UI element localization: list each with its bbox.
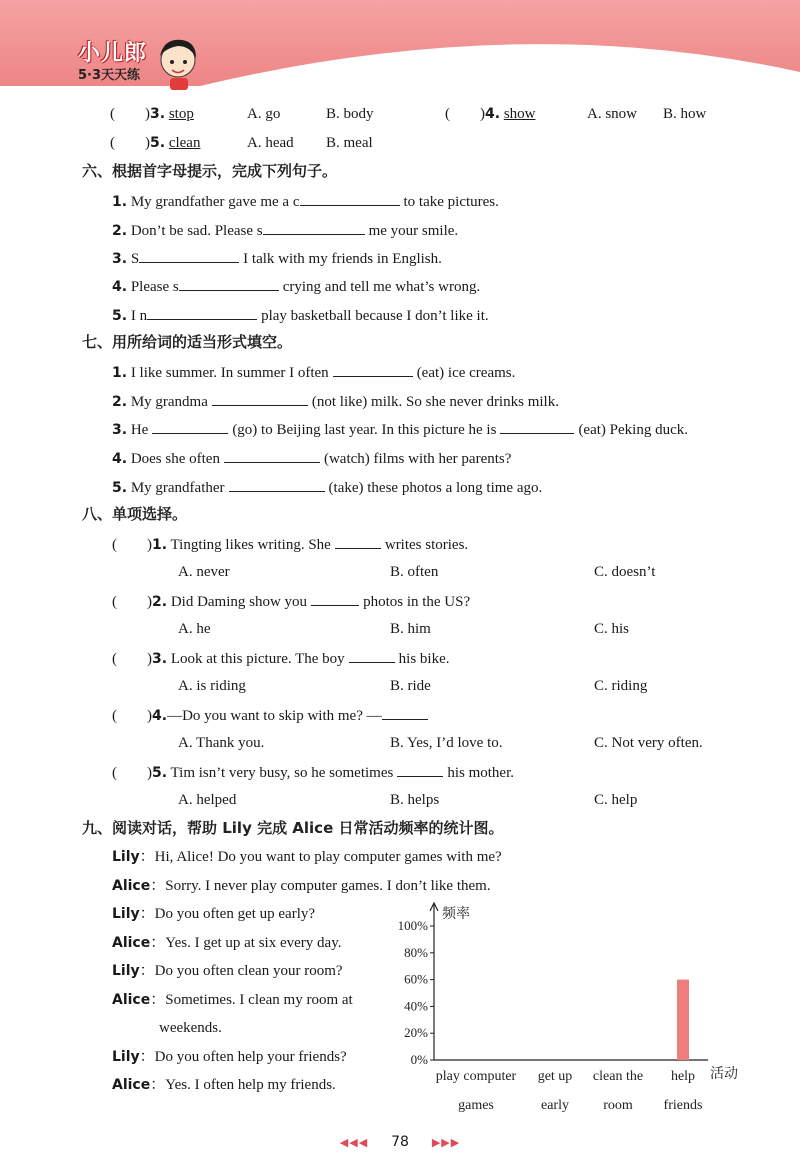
- sec8-q3: ( )3. Look at this picture. The boy his bike.: [112, 647, 450, 669]
- sec8-q4: ( )4.—Do you want to skip with me? —: [112, 704, 432, 726]
- answer-blank[interactable]: [397, 761, 443, 777]
- top-item-3: ( )3. stop A. go B. body: [110, 106, 374, 122]
- sec8-q2-option-a[interactable]: A. he: [178, 621, 211, 637]
- sec6-item-5: 5. I n play basketball because I don’t like it.: [112, 304, 489, 326]
- answer-blank[interactable]: [147, 304, 257, 320]
- sec8-q5-option-a[interactable]: A. helped: [178, 792, 237, 808]
- next-arrows-icon: ▶▶▶: [431, 1136, 461, 1149]
- sec8-q5: ( )5. Tim isn’t very busy, so he sometimes his mother.: [112, 761, 514, 783]
- answer-blank[interactable]: [349, 647, 395, 663]
- y-axis-label: 频率: [442, 906, 470, 922]
- sec6-item-1: 1. My grandfather gave me a c to take pictures.: [112, 190, 499, 212]
- dialog-line-7: Lily：Do you often help your friends?: [112, 1049, 347, 1065]
- sec8-q4-option-c[interactable]: C. Not very often.: [594, 735, 703, 751]
- sec8-q2-option-b[interactable]: B. him: [390, 621, 431, 637]
- sec8-q1: ( )1. Tingting likes writing. She writes stories.: [112, 533, 468, 555]
- sec8-q3-option-a[interactable]: A. is riding: [178, 678, 246, 694]
- x-tick-label: friends: [663, 1098, 703, 1113]
- page-number: 78: [391, 1134, 409, 1150]
- top-item-4: ( )4. show A. snow B. how: [445, 106, 707, 122]
- dialog-line-1: Lily：Hi, Alice! Do you want to play computer games with me?: [112, 849, 502, 865]
- sec8-q1-option-b[interactable]: B. often: [390, 564, 439, 580]
- x-tick-label: games: [458, 1098, 494, 1113]
- dialog-line-2: Alice：Sorry. I never play computer games. I don’t like them.: [112, 878, 491, 894]
- series-label: 5·3天天练: [78, 68, 141, 83]
- prev-arrows-icon: ◀◀◀: [339, 1136, 369, 1149]
- sec6-item-2: 2. Don’t be sad. Please s me your smile.: [112, 219, 458, 241]
- answer-blank[interactable]: [224, 447, 320, 463]
- x-tick-label: early: [541, 1098, 569, 1113]
- sec6-item-4: 4. Please s crying and tell me what’s wrong.: [112, 275, 480, 297]
- x-tick-label: clean the: [592, 1069, 644, 1084]
- sec7-item-5: 5. My grandfather (take) these photos a long time ago.: [112, 476, 542, 498]
- answer-blank[interactable]: [229, 476, 325, 492]
- sec8-q1-option-c[interactable]: C. doesn’t: [594, 564, 656, 580]
- answer-blank[interactable]: [212, 390, 308, 406]
- sec8-q5-option-b[interactable]: B. helps: [390, 792, 440, 808]
- sec8-q5-option-c[interactable]: C. help: [594, 792, 638, 808]
- sec8-q4-option-b[interactable]: B. Yes, I’d love to.: [390, 735, 503, 751]
- x-tick-label: room: [603, 1098, 633, 1113]
- sec8-q2: ( )2. Did Daming show you photos in the US?: [112, 590, 470, 612]
- answer-blank[interactable]: [335, 533, 381, 549]
- dialog-line-4: Alice：Yes. I get up at six every day.: [112, 935, 342, 951]
- sec7-item-1: 1. I like summer. In summer I often (eat) ice creams.: [112, 361, 515, 383]
- sec8-q3-option-b[interactable]: B. ride: [390, 678, 431, 694]
- section-9-title: 九、阅读对话，帮助 Lily 完成 Alice 日常活动频率的统计图。: [82, 819, 504, 837]
- page-footer: [0, 1134, 800, 1150]
- dialog-line-6-cont: weekends.: [159, 1020, 222, 1036]
- y-tick-label: 20%: [404, 1025, 428, 1041]
- y-tick-label: 60%: [404, 971, 428, 987]
- answer-blank[interactable]: [139, 247, 239, 263]
- section-6-title: 六、根据首字母提示，完成下列句子。: [82, 162, 338, 180]
- dialog-line-5: Lily：Do you often clean your room?: [112, 963, 343, 979]
- dialog-line-8: Alice：Yes. I often help my friends.: [112, 1077, 336, 1093]
- answer-blank[interactable]: [300, 190, 400, 206]
- dialog-line-6: Alice：Sometimes. I clean my room at: [112, 992, 353, 1008]
- dialog-line-3: Lily：Do you often get up early?: [112, 906, 316, 922]
- answer-blank[interactable]: [311, 590, 359, 606]
- answer-blank[interactable]: [500, 418, 574, 434]
- sec7-item-3: 3. He (go) to Beijing last year. In this picture he is (eat) Peking duck.: [112, 418, 688, 440]
- y-tick-label: 0%: [410, 1052, 428, 1067]
- sec6-item-3: 3. S I talk with my friends in English.: [112, 247, 442, 269]
- x-axis-label: 活动: [710, 1066, 738, 1082]
- x-tick-label: help: [670, 1069, 696, 1084]
- bar-help-friends[interactable]: [677, 980, 689, 1060]
- sec7-item-2: 2. My grandma (not like) milk. So she never drinks milk.: [112, 390, 559, 412]
- sec8-q3-option-c[interactable]: C. riding: [594, 678, 648, 694]
- y-tick-label: 80%: [404, 944, 428, 960]
- x-tick-label: get up: [537, 1069, 573, 1084]
- answer-blank[interactable]: [333, 361, 413, 377]
- top-item-5: ( )5. clean A. head B. meal: [110, 135, 373, 151]
- answer-blank[interactable]: [263, 219, 365, 235]
- answer-blank[interactable]: [152, 418, 228, 434]
- x-tick-label: play computer: [435, 1069, 517, 1084]
- brand-logo: 小儿郎: [78, 41, 148, 66]
- section-8-title: 八、单项选择。: [82, 505, 188, 523]
- y-tick-label: 40%: [404, 998, 428, 1014]
- sec8-q1-option-a[interactable]: A. never: [178, 564, 230, 580]
- sec8-q2-option-c[interactable]: C. his: [594, 621, 630, 637]
- section-7-title: 七、用所给词的适当形式填空。: [82, 333, 293, 351]
- y-tick-label: 100%: [397, 918, 428, 933]
- sec7-item-4: 4. Does she often (watch) films with her parents?: [112, 447, 511, 469]
- sec8-q4-option-a[interactable]: A. Thank you.: [178, 735, 265, 751]
- frequency-bar-chart[interactable]: [390, 898, 750, 1122]
- answer-blank[interactable]: [382, 704, 428, 720]
- answer-blank[interactable]: [179, 275, 279, 291]
